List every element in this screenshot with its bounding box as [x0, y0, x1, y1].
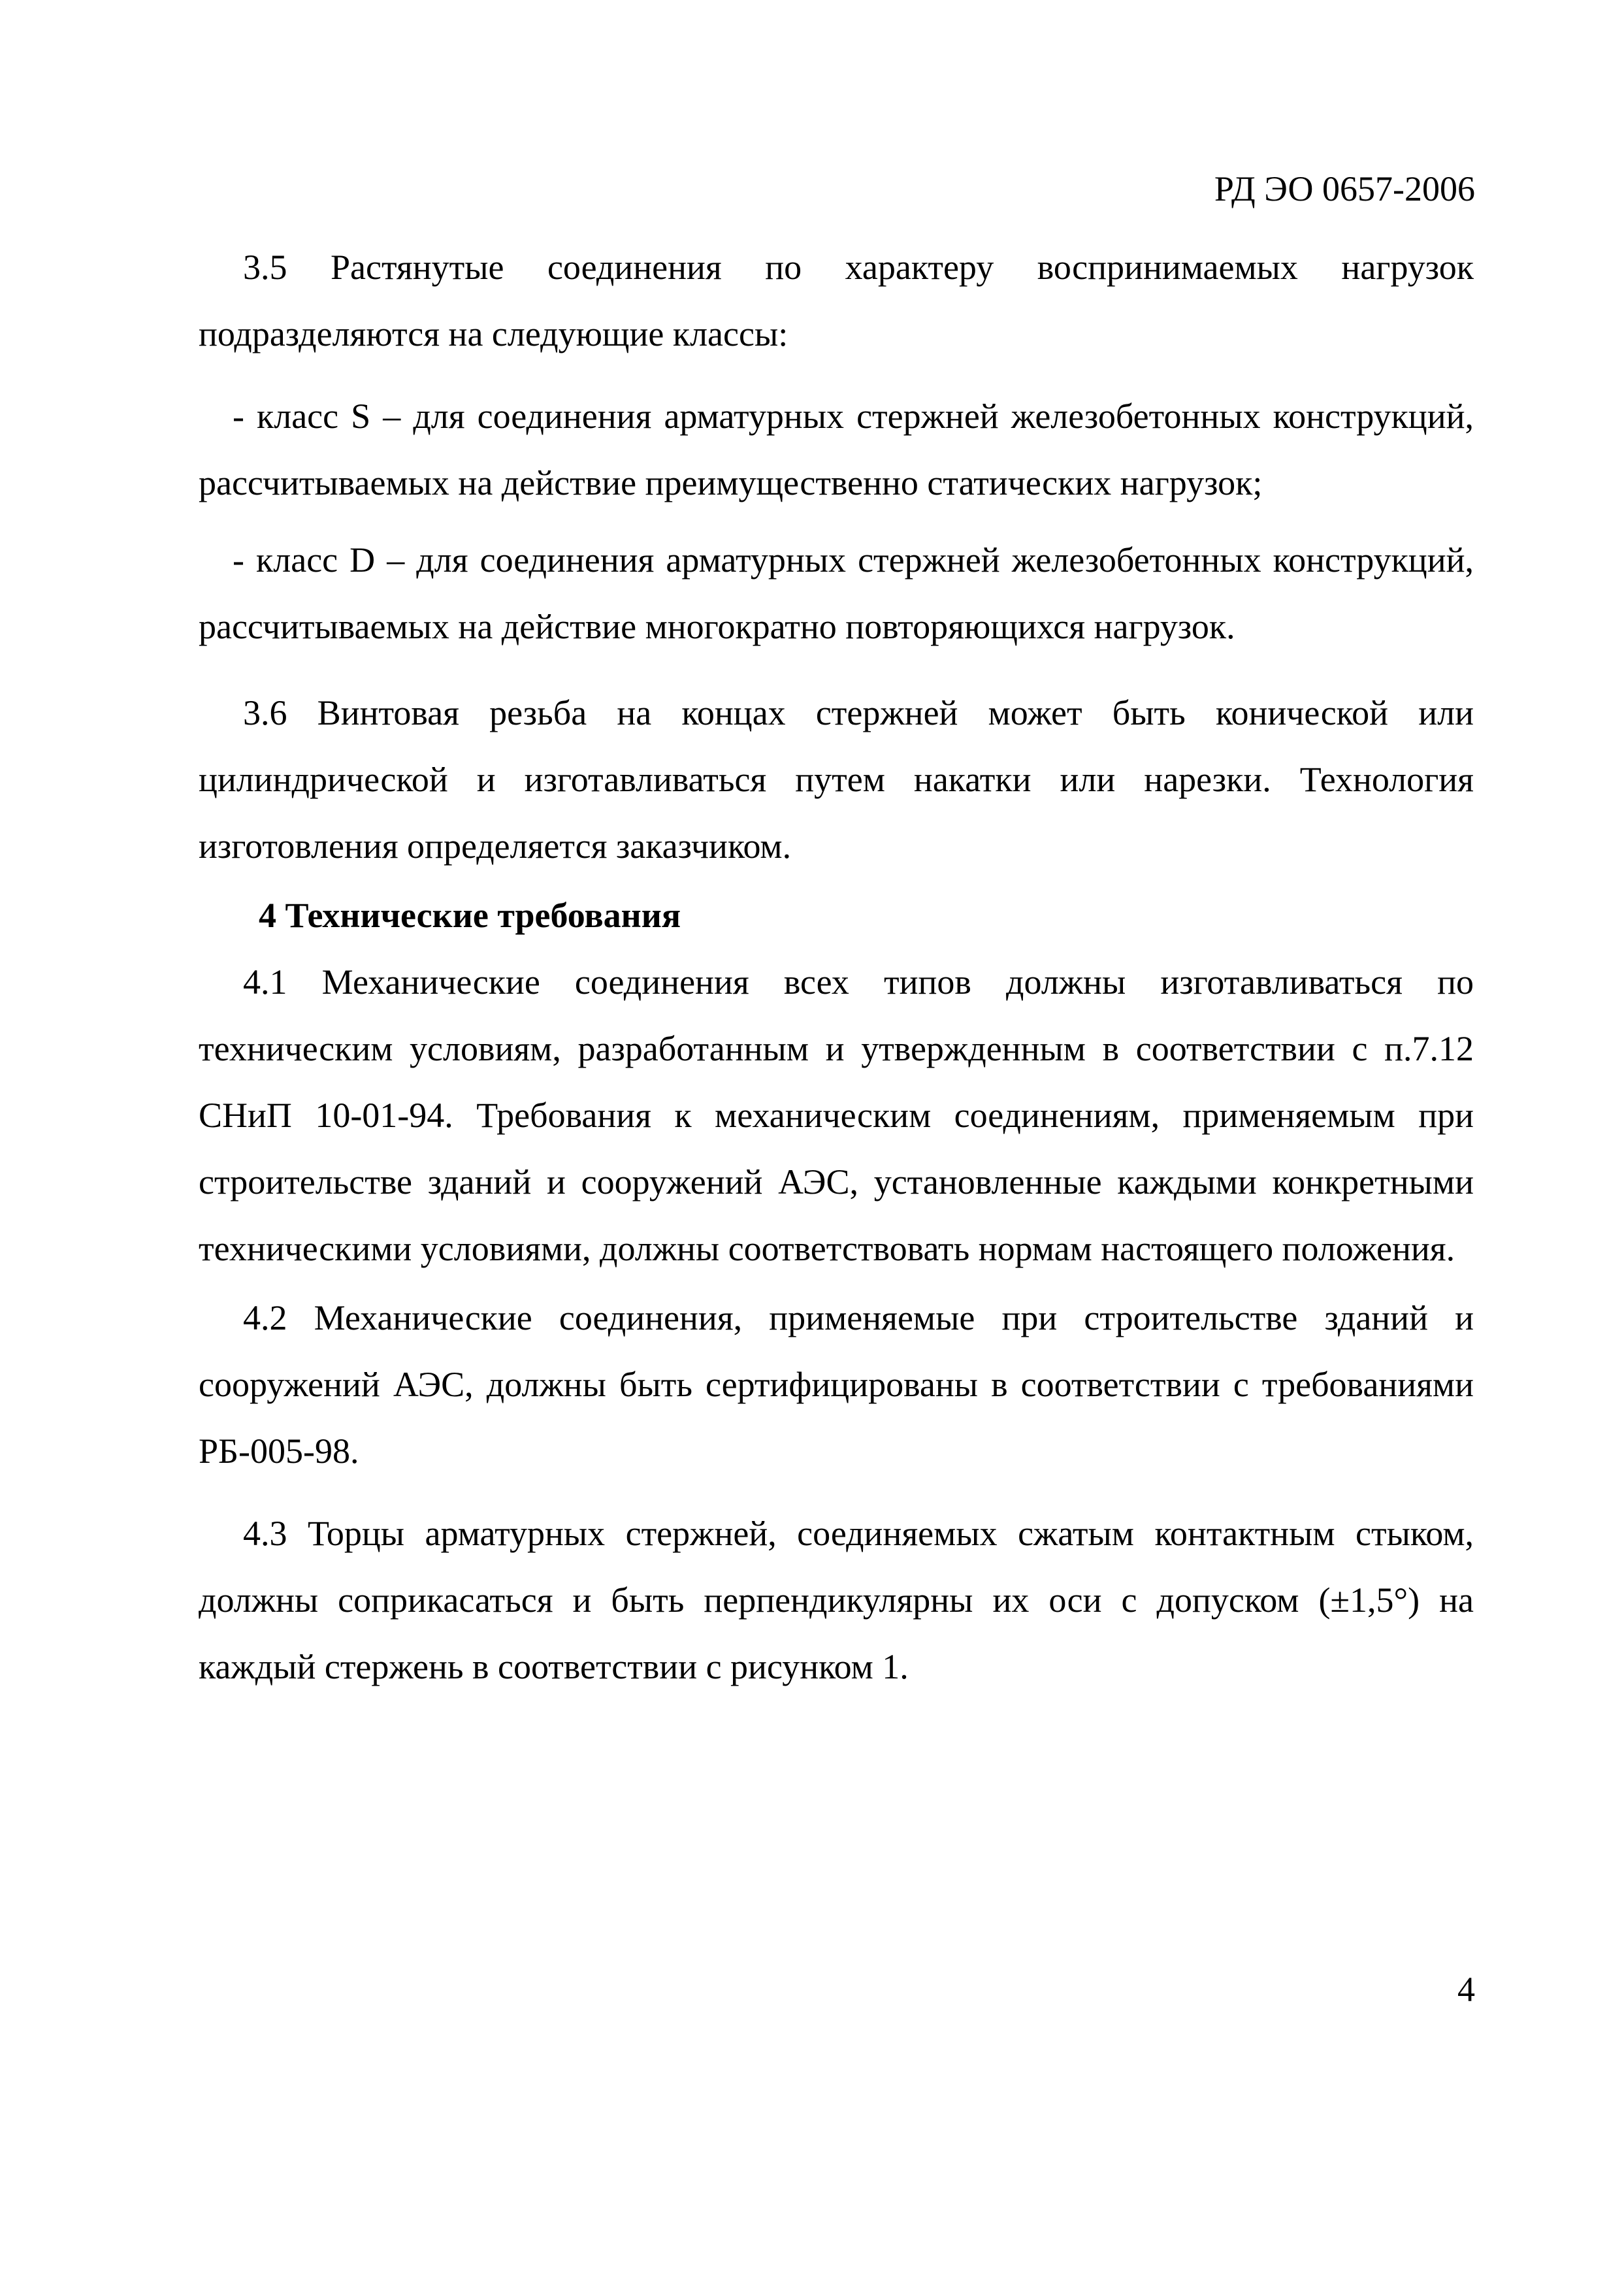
paragraph-3-5: 3.5 Растянутые соединения по характеру воспринимаемых нагрузок подразделяются на следующие классы:: [199, 248, 1474, 353]
paragraph-3-6: 3.6 Винтовая резьба на концах стержней может быть конической или цилиндрической и изготавливаться путем накатки или нарезки. Технология изготовления определяется заказчиком.: [199, 693, 1474, 866]
list-item-class-d: - класс D – для соединения арматурных стержней железобетонных конструкций, рассчитываемых на действие многократно повторяющихся нагрузок.: [199, 540, 1474, 646]
page-number: 4: [1457, 1970, 1475, 2009]
list-item-class-s: - класс S – для соединения арматурных стержней железобетонных конструкций, рассчитываемых на действие преимущественно статических нагрузок;: [199, 397, 1474, 502]
paragraph-4-2: 4.2 Механические соединения, применяемые при строительстве зданий и сооружений АЭС, должны быть сертифицированы в соответствии с требованиями РБ-005-98.: [199, 1298, 1474, 1471]
paragraph-4-1: 4.1 Механические соединения всех типов должны изготавливаться по техническим условиям, разработанным и утвержденным в соответствии с п.7.12 СНиП 10-01-94. Требования к механическим соединениям, применяемым при строительстве зданий и сооружений АЭС, установленные каждыми конкретными техническими условиями, должны соответствовать нормам настоящего положения.: [199, 962, 1474, 1268]
document-body: [199, 234, 1474, 1700]
section-heading-4: 4 Технические требования: [259, 896, 681, 935]
paragraph-4-3: 4.3 Торцы арматурных стержней, соединяемых сжатым контактным стыком, должны соприкасаться и быть перпендикулярны их оси с допуском (±1,5°) на каждый стержень в соответствии с рисунком 1.: [199, 1514, 1474, 1686]
document-code: РД ЭО 0657-2006: [1214, 169, 1475, 208]
